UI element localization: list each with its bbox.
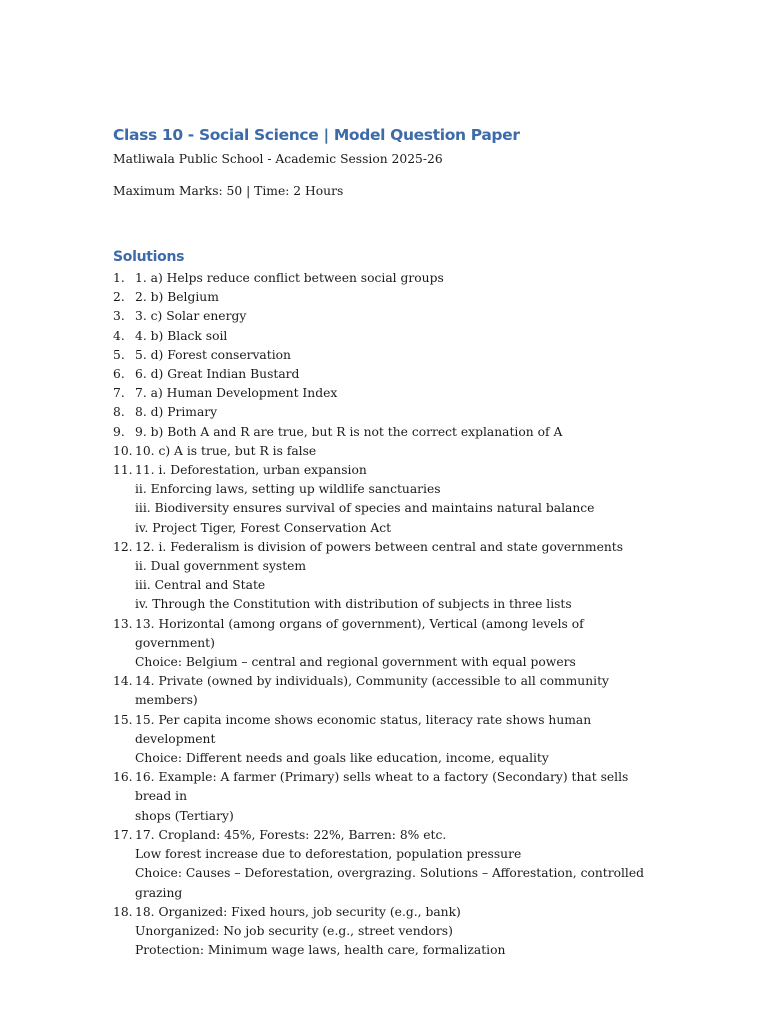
solution-number: 12. bbox=[113, 539, 133, 554]
solution-text: 2. b) Belgium bbox=[135, 290, 219, 305]
solution-item bbox=[113, 461, 658, 538]
solution-item bbox=[113, 442, 658, 461]
solution-text: iv. Project Tiger, Forest Conservation Act bbox=[135, 520, 392, 535]
solution-item bbox=[113, 768, 658, 826]
solution-text: shops (Tertiary) bbox=[135, 808, 234, 823]
solution-number: 1. bbox=[113, 271, 125, 285]
solution-number: 7. bbox=[113, 386, 125, 401]
solutions-heading: Solutions bbox=[113, 249, 185, 265]
solution-text: iii. Biodiversity ensures survival of species and maintains natural balance bbox=[135, 501, 595, 516]
solution-number: 6. bbox=[113, 367, 125, 382]
solution-number: 16. bbox=[113, 770, 133, 785]
solution-text: ii. Dual government system bbox=[135, 559, 307, 574]
solution-item bbox=[113, 538, 658, 615]
solution-text: 9. b) Both A and R are true, but R is not the correct explanation of A bbox=[135, 424, 563, 439]
solution-text: 10. c) A is true, but R is false bbox=[135, 443, 317, 458]
solution-item bbox=[113, 365, 658, 384]
solution-number: 2. bbox=[113, 290, 125, 305]
solution-item bbox=[113, 403, 658, 422]
solution-number: 8. bbox=[113, 405, 125, 420]
school-session-line: Matliwala Public School - Academic Session 2025-26 bbox=[113, 152, 443, 166]
solution-text: Unorganized: No job security (e.g., street vendors) bbox=[135, 923, 453, 938]
solution-item bbox=[113, 384, 658, 403]
solution-text: 7. a) Human Development Index bbox=[135, 386, 338, 401]
solution-text: 16. Example: A farmer (Primary) sells wheat to a factory (Secondary) that sells bread in bbox=[135, 770, 629, 804]
solution-text: 4. b) Black soil bbox=[135, 328, 228, 343]
solution-text: 11. i. Deforestation, urban expansion bbox=[135, 463, 367, 478]
solution-text: 5. d) Forest conservation bbox=[135, 347, 291, 362]
solution-text: grazing bbox=[135, 885, 183, 900]
solution-item bbox=[113, 615, 658, 673]
solution-text: 15. Per capita income shows economic status, literacy rate shows human development bbox=[135, 712, 592, 746]
solution-item bbox=[113, 346, 658, 365]
solution-number: 3. bbox=[113, 309, 125, 324]
solution-text: 18. Organized: Fixed hours, job security (e.g., bank) bbox=[135, 904, 461, 919]
solution-text: 17. Cropland: 45%, Forests: 22%, Barren: 8% etc. bbox=[135, 827, 447, 842]
solution-number: 5. bbox=[113, 347, 125, 362]
solution-number: 10. bbox=[113, 443, 133, 458]
solution-text: Protection: Minimum wage laws, health care, formalization bbox=[135, 943, 506, 958]
solution-text: 1. a) Helps reduce conflict between social groups bbox=[135, 271, 444, 285]
solution-text: Choice: Belgium – central and regional government with equal powers bbox=[135, 655, 576, 670]
solution-item bbox=[113, 327, 658, 346]
solution-item bbox=[113, 903, 658, 961]
solution-text: 13. Horizontal (among organs of government), Vertical (among levels of government) bbox=[135, 616, 584, 650]
solution-item bbox=[113, 269, 658, 288]
solution-item bbox=[113, 423, 658, 442]
solution-text: Choice: Causes – Deforestation, overgrazing. Solutions – Afforestation, controlled bbox=[135, 866, 645, 881]
solutions-list bbox=[113, 269, 658, 960]
solution-text: 8. d) Primary bbox=[135, 405, 218, 420]
solution-number: 11. bbox=[113, 463, 133, 478]
solution-text: Low forest increase due to deforestation, population pressure bbox=[135, 847, 522, 862]
solution-number: 17. bbox=[113, 827, 133, 842]
document-page bbox=[113, 124, 658, 960]
solution-item bbox=[113, 307, 658, 326]
solution-item bbox=[113, 711, 658, 769]
page-title: Class 10 - Social Science | Model Question Paper bbox=[113, 126, 520, 144]
solution-text: 3. c) Solar energy bbox=[135, 309, 247, 324]
solution-text: ii. Enforcing laws, setting up wildlife sanctuaries bbox=[135, 482, 441, 497]
solution-number: 14. bbox=[113, 674, 133, 689]
solution-item bbox=[113, 672, 658, 710]
solution-item bbox=[113, 826, 658, 903]
solution-item bbox=[113, 288, 658, 307]
solution-number: 4. bbox=[113, 328, 125, 343]
marks-time-line: Maximum Marks: 50 | Time: 2 Hours bbox=[113, 184, 344, 198]
solution-number: 15. bbox=[113, 712, 133, 727]
solution-text: Choice: Different needs and goals like education, income, equality bbox=[135, 751, 549, 766]
solution-text: 12. i. Federalism is division of powers between central and state governments bbox=[135, 539, 624, 554]
solution-number: 9. bbox=[113, 424, 125, 439]
solution-text: iii. Central and State bbox=[135, 578, 266, 593]
solution-number: 18. bbox=[113, 904, 133, 919]
solution-text: 14. Private (owned by individuals), Community (accessible to all community members) bbox=[135, 674, 609, 708]
solution-number: 13. bbox=[113, 616, 133, 631]
solution-text: iv. Through the Constitution with distribution of subjects in three lists bbox=[135, 597, 572, 612]
solution-text: 6. d) Great Indian Bustard bbox=[135, 367, 300, 382]
